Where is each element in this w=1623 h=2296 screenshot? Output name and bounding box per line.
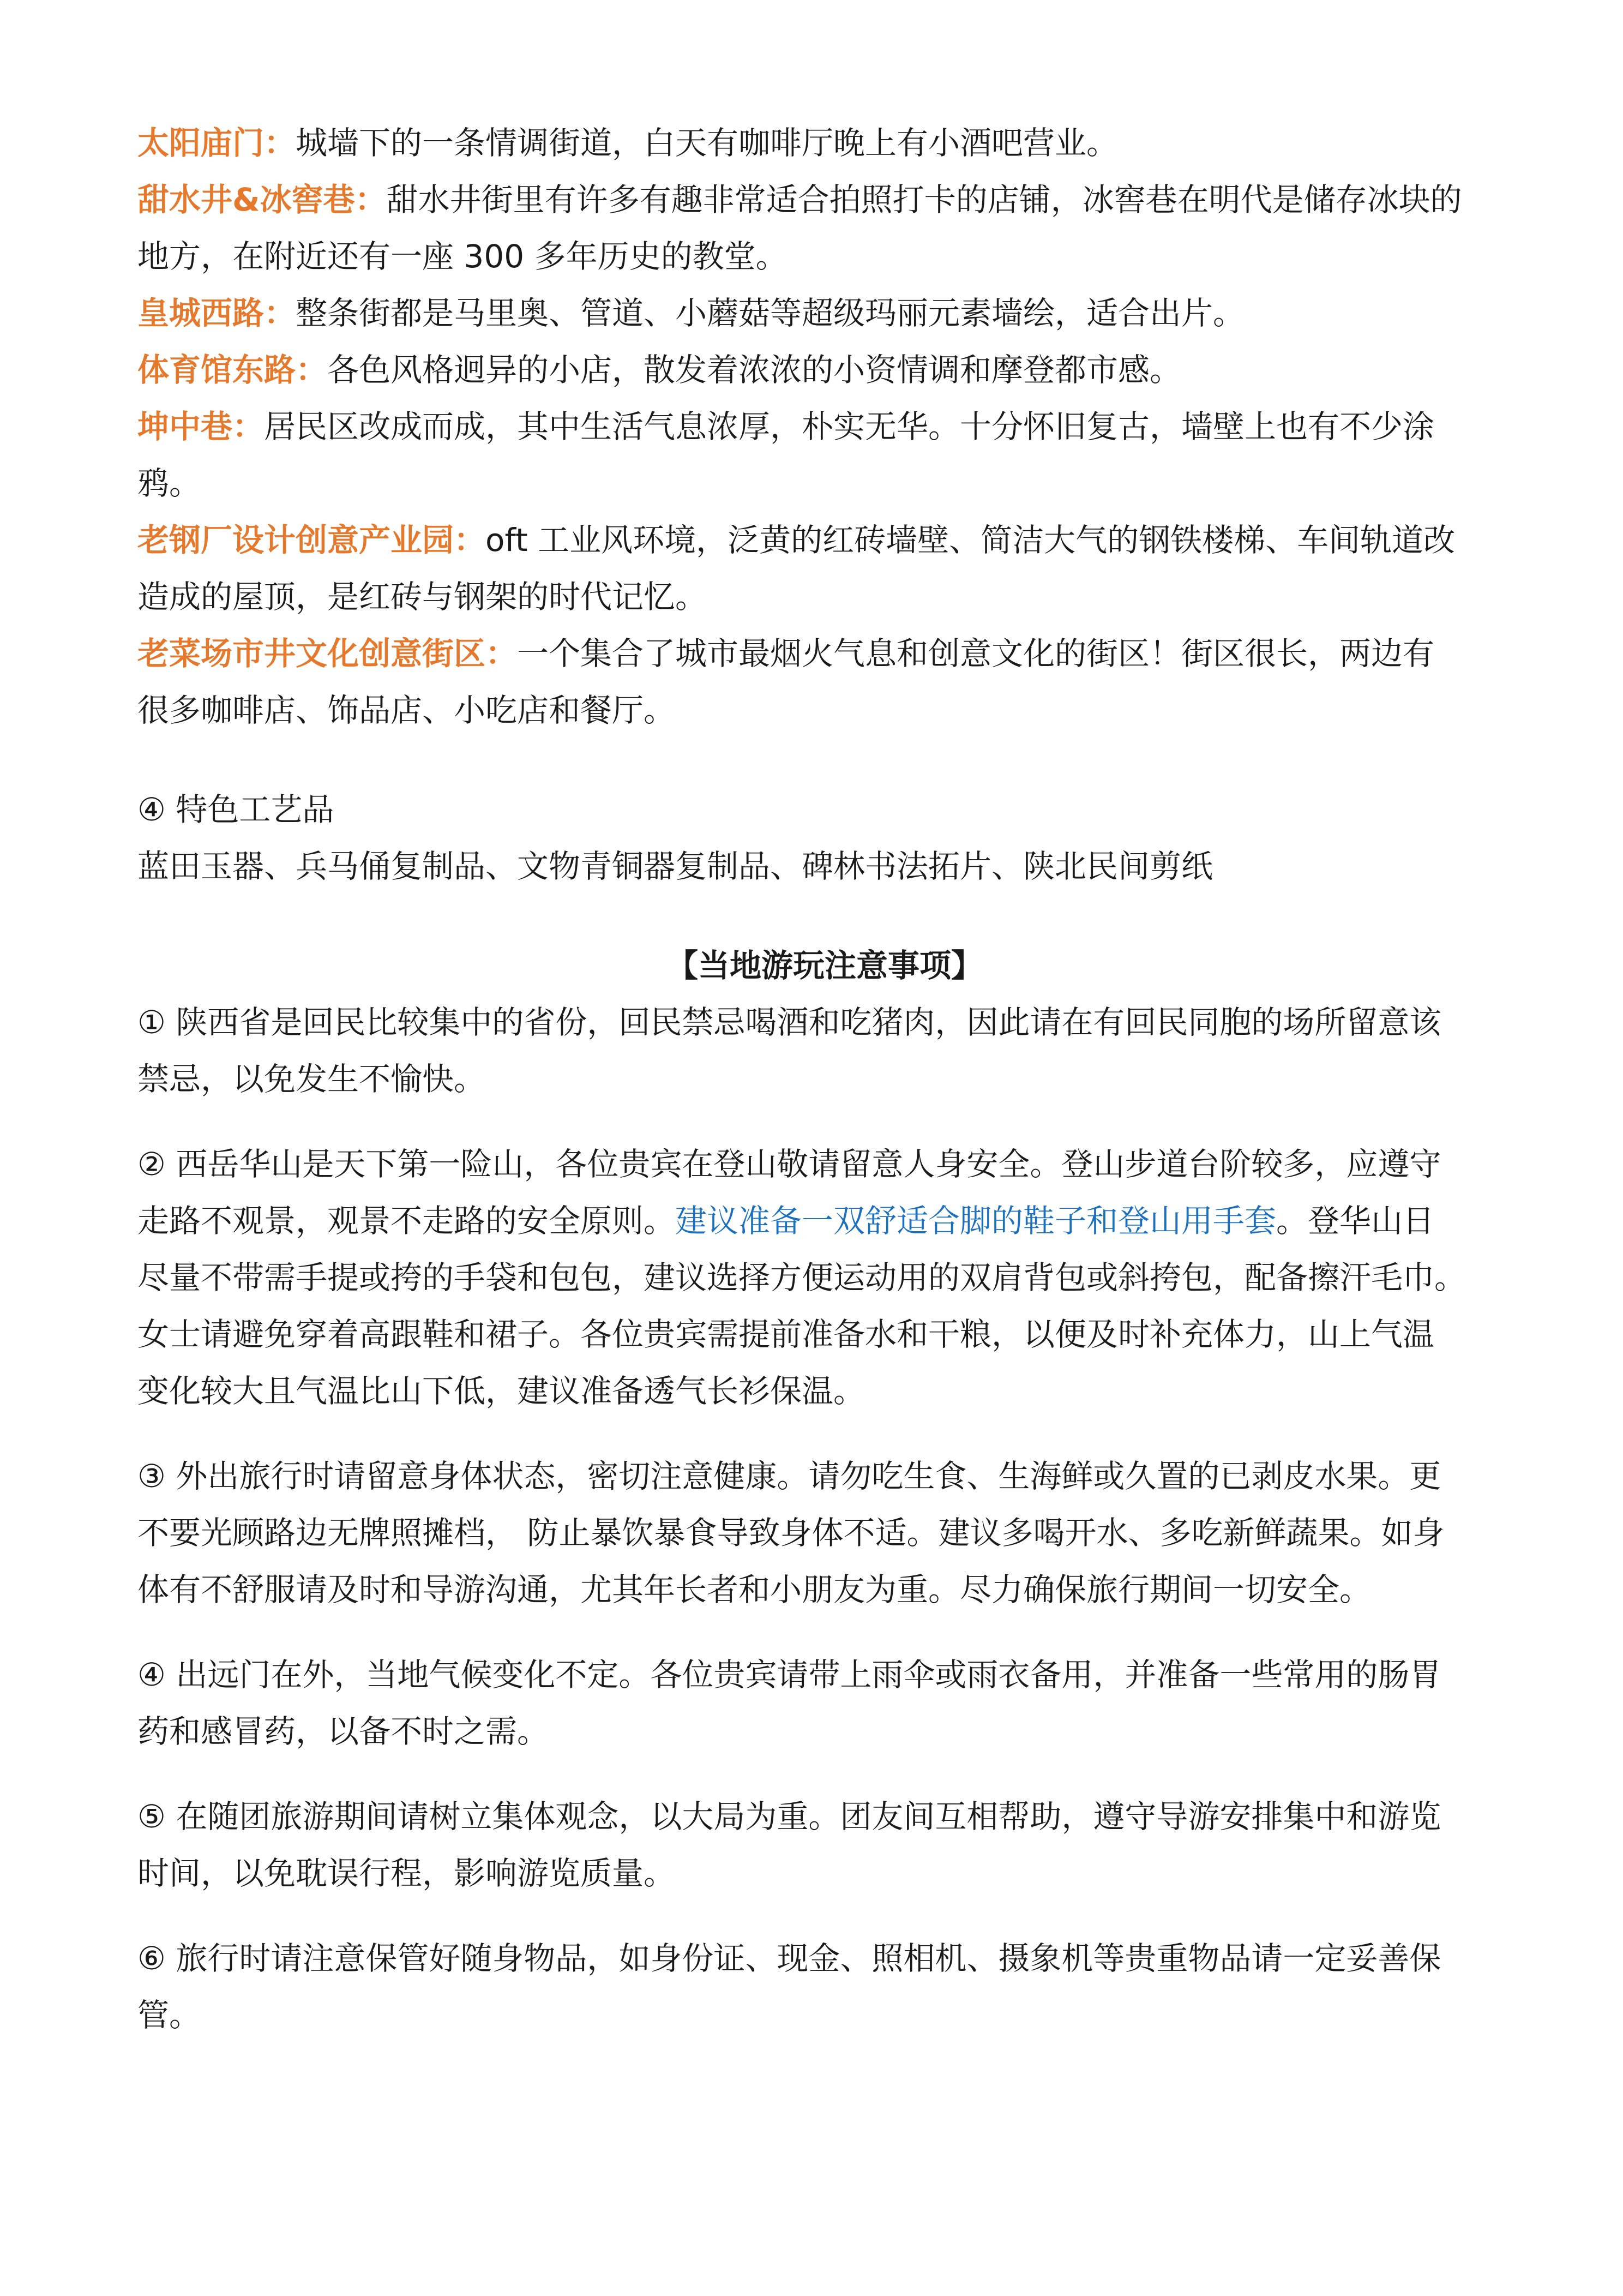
spot-desc-continued: 鸦。 — [137, 465, 201, 502]
notice-heading: 【当地游玩注意事项】 — [666, 947, 983, 984]
spot-term: 太阳庙门： — [137, 124, 296, 161]
spot-term: 体育馆东路： — [137, 351, 328, 388]
notice-item-2-cont — [137, 1192, 1512, 1249]
spot-term: 老菜场市井文化创意街区： — [137, 635, 518, 672]
notice-item-1-cont: 禁忌，以免发生不愉快。 — [137, 1060, 486, 1098]
spot-huangchengxilu — [137, 285, 1512, 341]
spot-desc: oft 工业风环境，泛黄的红砖墙壁、简洁大气的钢铁楼梯、车间轨道改 — [485, 521, 1456, 559]
spot-tiyuguandonglu — [137, 341, 1512, 398]
spot-term: 老钢厂设计创意产业园： — [137, 521, 486, 559]
spot-desc: 整条街都是马里奥、管道、小蘑菇等超级玛丽元素墙绘，适合出片。 — [296, 295, 1245, 332]
crafts-title: ④ 特色工艺品 — [137, 791, 334, 828]
spot-desc: 居民区改成而成，其中生活气息浓厚，朴实无华。十分怀旧复古，墙壁上也有不少涂 — [264, 408, 1435, 445]
notice-item-2-cont: 尽量不带需手提或挎的手袋和包包，建议选择方便运动用的双肩背包或斜挎包，配备擦汗毛巾。 — [137, 1259, 1466, 1296]
notice-item-5-cont: 时间，以免耽误行程，影响游览质量。 — [137, 1855, 676, 1892]
notice-item-3: ③ 外出旅行时请留意身体状态，密切注意健康。请勿吃生食、生海鲜或久置的已剥皮水果。更 — [137, 1458, 1441, 1495]
notice-item-3-cont: 体有不舒服请及时和导游沟通，尤其年长者和小朋友为重。尽力确保旅行期间一切安全。 — [137, 1571, 1372, 1608]
spot-laogangchang — [137, 512, 1512, 568]
notice-item-2: ② 西岳华山是天下第一险山，各位贵宾在登山敬请留意人身安全。登山步道台阶较多，应遵守 — [137, 1146, 1441, 1183]
notice-item-3-cont: 不要光顾路边无牌照摊档， 防止暴饮暴食导致身体不适。建议多喝开水、多吃新鲜蔬果。如身 — [137, 1514, 1445, 1551]
spacer — [137, 739, 1512, 781]
notice-text: 走路不观景，观景不走路的安全原则。 — [137, 1202, 676, 1239]
notice-item-6-cont: 管。 — [137, 1997, 201, 2034]
spot-desc: 各色风格迥异的小店，散发着浓浓的小资情调和摩登都市感。 — [327, 351, 1182, 388]
spot-tianshuijing — [137, 171, 1512, 228]
spot-desc: 一个集合了城市最烟火气息和创意文化的街区！街区很长，两边有 — [517, 635, 1435, 672]
spot-desc: 甜水井街里有许多有趣非常适合拍照打卡的店铺，冰窖巷在明代是储存冰块的 — [386, 181, 1462, 218]
crafts-items: 蓝田玉器、兵马俑复制品、文物青铜器复制品、碑林书法拓片、陕北民间剪纸 — [137, 848, 1213, 885]
spot-kunzhongxiang — [137, 398, 1512, 455]
notice-item-4-cont: 药和感冒药，以备不时之需。 — [137, 1713, 549, 1750]
notice-item-2-cont: 变化较大且气温比山下低，建议准备透气长衫保温。 — [137, 1372, 865, 1410]
notice-text: 。登华山日 — [1276, 1202, 1435, 1239]
spacer — [137, 1618, 1512, 1646]
spot-desc-continued: 地方，在附近还有一座 300 多年历史的教堂。 — [137, 238, 788, 275]
notice-item-5: ⑤ 在随团旅游期间请树立集体观念，以大局为重。团友间互相帮助，遵守导游安排集中和游览 — [137, 1798, 1441, 1835]
spot-taiyangmiaomen — [137, 115, 1512, 171]
spot-desc-continued: 很多咖啡店、饰品店、小吃店和餐厅。 — [137, 692, 676, 729]
document-page — [137, 115, 1512, 2043]
highlight-link[interactable]: 建议准备一双舒适合脚的鞋子和登山用手套 — [675, 1202, 1277, 1239]
notice-item-1: ① 陕西省是回民比较集中的省份，回民禁忌喝酒和吃猪肉，因此请在有回民同胞的场所留意该 — [137, 1004, 1441, 1041]
spot-desc: 城墙下的一条情调街道，白天有咖啡厅晚上有小酒吧营业。 — [296, 124, 1119, 161]
spacer — [137, 1902, 1512, 1930]
spot-laocaichang — [137, 625, 1512, 682]
spacer — [137, 1419, 1512, 1448]
notice-item-6: ⑥ 旅行时请注意保管好随身物品，如身份证、现金、照相机、摄象机等贵重物品请一定妥善保 — [137, 1940, 1441, 1977]
spacer — [137, 1107, 1512, 1136]
spot-term: 皇城西路： — [137, 295, 296, 332]
spot-term: 甜水井&冰窖巷： — [137, 181, 387, 218]
spot-term: 坤中巷： — [137, 408, 265, 445]
spot-desc-continued: 造成的屋顶，是红砖与钢架的时代记忆。 — [137, 578, 707, 615]
notice-item-2-cont: 女士请避免穿着高跟鞋和裙子。各位贵宾需提前准备水和干粮，以便及时补充体力，山上气温 — [137, 1316, 1435, 1353]
spacer — [137, 895, 1512, 937]
spacer — [137, 1760, 1512, 1788]
notice-item-4: ④ 出远门在外，当地气候变化不定。各位贵宾请带上雨伞或雨衣备用，并准备一些常用的肠胃 — [137, 1656, 1441, 1693]
